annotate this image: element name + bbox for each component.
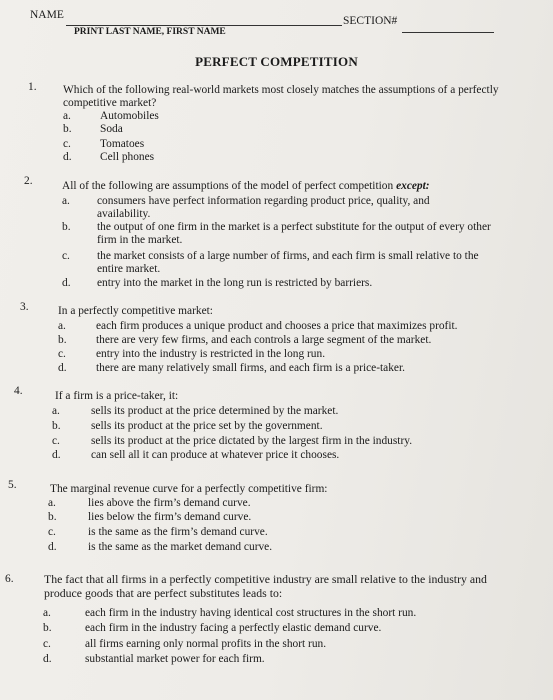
option-letter: b. xyxy=(43,622,52,634)
option-text: sells its product at the price dictated by the largest firm in the industry. xyxy=(91,435,413,447)
option-letter: d. xyxy=(43,653,52,665)
option-text: can sell all it can produce at whatever price it chooses. xyxy=(91,449,340,461)
question-text: In a perfectly competitive market: xyxy=(58,305,213,317)
name-label: NAME xyxy=(30,9,64,21)
option-letter: d. xyxy=(58,362,67,374)
option-letter: d. xyxy=(63,151,72,163)
option-letter: a. xyxy=(63,110,71,122)
question-emphasis: except: xyxy=(396,180,430,192)
option-text: the output of one firm in the market is a perfect substitute for the output of every other firm in the market. xyxy=(97,221,491,246)
question-stem: All of the following are assumptions of the model of perfect competition xyxy=(62,180,394,192)
option-text: Soda xyxy=(100,123,123,135)
option-text: lies above the firm’s demand curve. xyxy=(88,497,251,509)
option-letter: a. xyxy=(62,195,70,207)
option-letter: b. xyxy=(58,334,67,346)
option-letter: c. xyxy=(62,250,70,262)
option-text: entry into the industry is restricted in the long run. xyxy=(96,348,326,360)
option-text: each firm in the industry facing a perfectly elastic demand curve. xyxy=(85,622,382,634)
option-letter: b. xyxy=(52,420,61,432)
option-text: is the same as the firm’s demand curve. xyxy=(88,526,268,538)
option-text: there are many relatively small firms, and each firm is a price-taker. xyxy=(96,362,405,374)
question-number: 2. xyxy=(24,175,33,187)
option-text: entry into the market in the long run is restricted by barriers. xyxy=(97,277,373,289)
option-text: is the same as the market demand curve. xyxy=(88,541,273,553)
option-text: sells its product at the price determined by the market. xyxy=(91,405,339,417)
option-text: each firm in the industry having identical cost structures in the short run. xyxy=(85,607,417,619)
option-letter: c. xyxy=(63,138,71,150)
option-text: substantial market power for each firm. xyxy=(85,653,265,665)
question-text: The marginal revenue curve for a perfectly competitive firm: xyxy=(50,483,328,495)
option-text: Tomatoes xyxy=(100,138,145,150)
option-letter: c. xyxy=(58,348,66,360)
question-text: If a firm is a price-taker, it: xyxy=(55,390,179,402)
question-number: 4. xyxy=(14,385,23,397)
question-number: 3. xyxy=(20,301,29,313)
option-text: lies below the firm’s demand curve. xyxy=(88,511,252,523)
option-text: there are very few firms, and each controls a large segment of the market. xyxy=(96,334,432,346)
question-text xyxy=(62,180,502,193)
option-letter: a. xyxy=(52,405,60,417)
name-instruction: PRINT LAST NAME, FIRST NAME xyxy=(74,27,226,37)
option-letter: b. xyxy=(62,221,71,233)
option-text: Cell phones xyxy=(100,151,155,163)
option-letter: a. xyxy=(48,497,56,509)
option-text: consumers have perfect information regarding product price, quality, and availability. xyxy=(97,195,430,220)
question-number: 6. xyxy=(5,573,14,585)
option-letter: a. xyxy=(58,320,66,332)
option-letter: c. xyxy=(52,435,60,447)
option-letter: c. xyxy=(43,638,51,650)
option-letter: d. xyxy=(52,449,61,461)
option-text: the market consists of a large number of firms, and each firm is small relative to the entire market. xyxy=(97,250,479,275)
option-letter: d. xyxy=(62,277,71,289)
option-letter: a. xyxy=(43,607,51,619)
section-label: SECTION# xyxy=(343,15,398,27)
option-text: Automobiles xyxy=(100,110,159,122)
option-letter: b. xyxy=(63,123,72,135)
option-text: sells its product at the price set by the government. xyxy=(91,420,323,432)
option-letter: d. xyxy=(48,541,57,553)
option-text: each firm produces a unique product and chooses a price that maximizes profit. xyxy=(96,320,458,332)
question-number: 5. xyxy=(8,479,17,491)
section-line xyxy=(402,32,494,33)
option-letter: c. xyxy=(48,526,56,538)
page-title: PERFECT COMPETITION xyxy=(195,54,358,69)
option-text: all firms earning only normal profits in the short run. xyxy=(85,638,327,650)
question-text: Which of the following real-world markets most closely matches the assumptions of a perfectly competitive market? xyxy=(63,84,499,109)
name-line xyxy=(66,25,342,26)
option-letter: b. xyxy=(48,511,57,523)
question-text: The fact that all firms in a perfectly competitive industry are small relative to the industry and produce goods that are perfect substitutes leads to: xyxy=(44,572,487,600)
question-number: 1. xyxy=(28,81,37,93)
